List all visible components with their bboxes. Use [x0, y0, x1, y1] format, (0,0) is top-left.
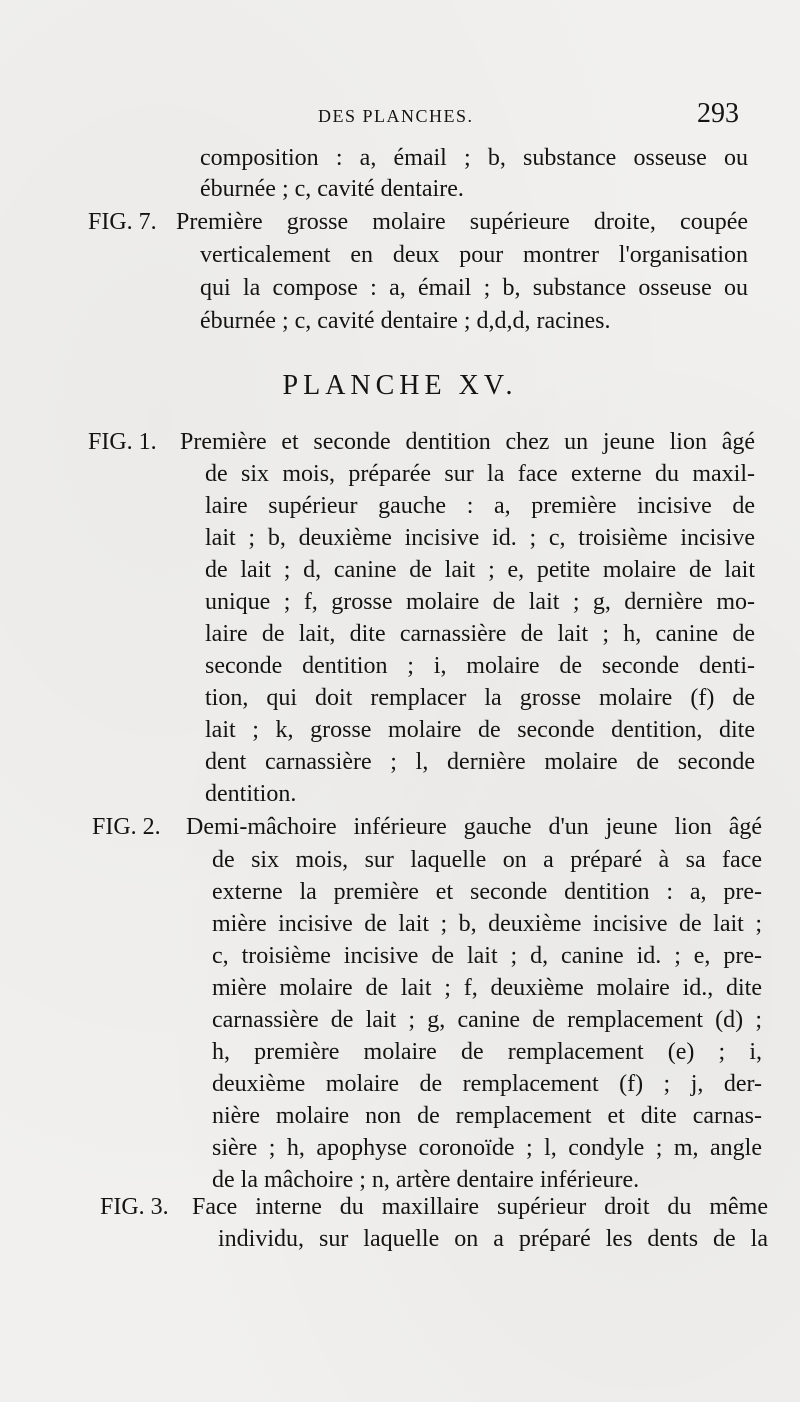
text-line: individu, sur laquelle on a préparé les dents de la	[218, 1226, 768, 1252]
text-line: éburnée ; c, cavité dentaire.	[200, 176, 464, 202]
text-line: Demi-mâchoire inférieure gauche d'un jeune lion âgé	[186, 814, 762, 840]
plate-heading: PLANCHE XV.	[282, 370, 518, 401]
text-line: nière molaire non de remplacement et dite carnas-	[212, 1103, 762, 1129]
text-line: Première grosse molaire supérieure droite, coupée	[176, 209, 748, 235]
figure-label: FIG. 3.	[100, 1194, 169, 1220]
text-line: composition : a, émail ; b, substance osseuse ou	[200, 145, 748, 171]
text-line: externe la première et seconde dentition : a, pre-	[212, 879, 762, 905]
page-number: 293	[697, 98, 739, 129]
text-line: tion, qui doit remplacer la grosse molaire (f) de	[205, 685, 755, 711]
text-line: c, troisième incisive de lait ; d, canine id. ; e, pre-	[212, 943, 762, 969]
text-line: dent carnassière ; l, dernière molaire de seconde	[205, 749, 755, 775]
text-line: lait ; b, deuxième incisive id. ; c, troisième incisive	[205, 525, 755, 551]
running-title: DES PLANCHES.	[318, 106, 474, 126]
text-line: de six mois, sur laquelle on a préparé à sa face	[212, 847, 762, 873]
text-line: lait ; k, grosse molaire de seconde dentition, dite	[205, 717, 755, 743]
text-line: Première et seconde dentition chez un jeune lion âgé	[180, 429, 755, 455]
text-line: Face interne du maxillaire supérieur droit du même	[192, 1194, 768, 1220]
text-line: qui la compose : a, émail ; b, substance osseuse ou	[200, 275, 748, 301]
text-line: carnassière de lait ; g, canine de remplacement (d) ;	[212, 1007, 762, 1033]
text-line: dentition.	[205, 781, 297, 807]
text-line: éburnée ; c, cavité dentaire ; d,d,d, racines.	[200, 308, 611, 334]
text-line: de la mâchoire ; n, artère dentaire inférieure.	[212, 1167, 640, 1193]
text-line: laire de lait, dite carnassière de lait ; h, canine de	[205, 621, 755, 647]
figure-label: FIG. 7.	[88, 209, 157, 235]
text-line: de six mois, préparée sur la face externe du maxil-	[205, 461, 755, 487]
text-line: seconde dentition ; i, molaire de seconde denti-	[205, 653, 755, 679]
text-line: mière molaire de lait ; f, deuxième molaire id., dite	[212, 975, 762, 1001]
figure-label: FIG. 1.	[88, 429, 157, 455]
text-line: mière incisive de lait ; b, deuxième incisive de lait ;	[212, 911, 762, 937]
text-line: h, première molaire de remplacement (e) ; i,	[212, 1039, 762, 1065]
text-line: verticalement en deux pour montrer l'organisation	[200, 242, 748, 268]
text-line: laire supérieur gauche : a, première incisive de	[205, 493, 755, 519]
text-line: de lait ; d, canine de lait ; e, petite molaire de lait	[205, 557, 755, 583]
text-line: sière ; h, apophyse coronoïde ; l, condyle ; m, angle	[212, 1135, 762, 1161]
figure-label: FIG. 2.	[92, 814, 161, 840]
text-line: deuxième molaire de remplacement (f) ; j, der-	[212, 1071, 762, 1097]
running-head	[0, 100, 800, 140]
text-line: unique ; f, grosse molaire de lait ; g, dernière mo-	[205, 589, 755, 615]
